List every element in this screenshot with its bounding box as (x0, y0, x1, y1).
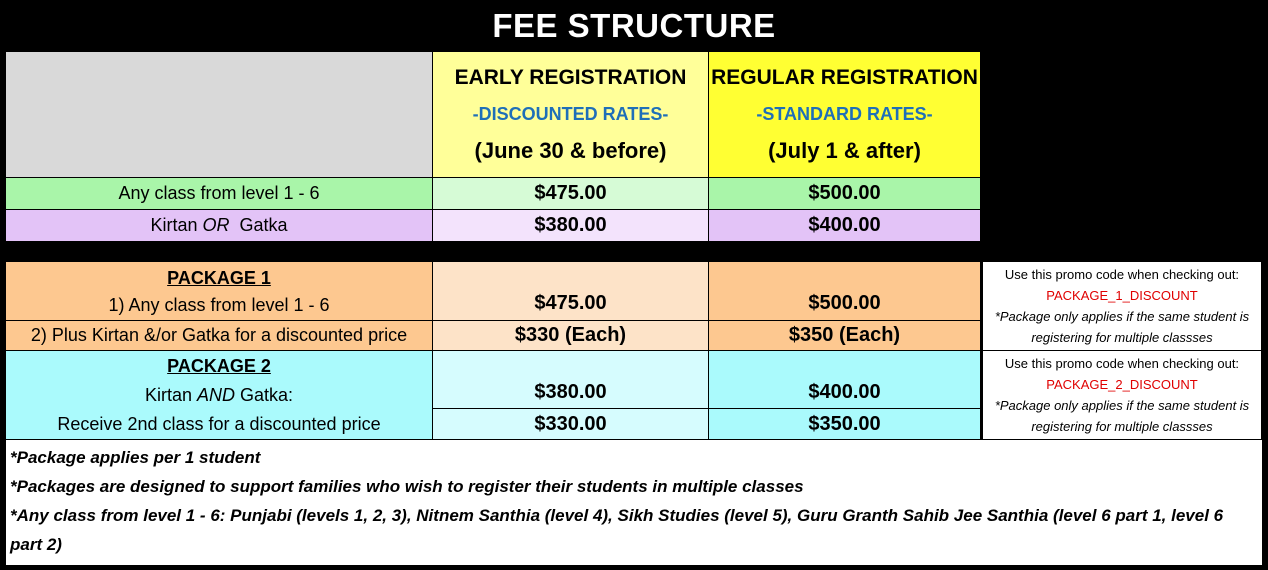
note-families: *Packages are designed to support families who wish to register their students in multiple classes (10, 477, 804, 496)
package-1-promo-intro: Use this promo code when checking out: (1004, 267, 1240, 282)
early-header-subtitle: -DISCOUNTED RATES- (472, 103, 669, 124)
kirtan-or-gatka-regular-price: $400.00 (709, 210, 981, 242)
package-1-promo-code: PACKAGE_1_DISCOUNT (1046, 288, 1198, 303)
regular-header-subtitle: -STANDARD RATES- (756, 103, 933, 124)
package-1-promo-note-1: *Package only applies if the same student is (994, 309, 1250, 324)
package-2-heading: PACKAGE 2 (167, 355, 271, 376)
package-2-description (6, 351, 433, 440)
package-1-promo-box (983, 262, 1262, 351)
package-2-promo-box (983, 351, 1262, 440)
package-1-promo-note-2: registering for multiple classses (1031, 330, 1213, 345)
regular-header-title: REGULAR REGISTRATION (711, 65, 978, 89)
package-1-line-2: 2) Plus Kirtan &/or Gatka for a discounted price (6, 321, 433, 351)
regular-header-dates: (July 1 & after) (768, 137, 921, 163)
package-1-early-price: $475.00 (433, 262, 709, 321)
package-1-addon-regular-price: $350 (Each) (709, 321, 981, 351)
package-2-promo-intro: Use this promo code when checking out: (1004, 356, 1240, 371)
kirtan-text: Kirtan (150, 215, 203, 235)
package-1-description (6, 262, 433, 321)
early-header-title: EARLY REGISTRATION (454, 65, 687, 89)
package-2-kirtan-text: Kirtan (144, 384, 197, 405)
package-1-regular-price: $500.00 (709, 262, 981, 321)
note-class-levels: *Any class from level 1 - 6: Punjabi (levels 1, 2, 3), Nitnem Santhia (level 4), Sikh Studies (level 5), Guru Granth Sahib Jee Santhia (level 6 part 1, level 6 part 2) (10, 506, 1224, 554)
package-1-addon-early-price: $330 (Each) (433, 321, 709, 351)
package-2-early-price-2: $330.00 (433, 409, 709, 440)
kirtan-or-gatka-early-price: $380.00 (433, 210, 709, 242)
kirtan-or-gatka-label (6, 210, 433, 242)
package-1-heading: PACKAGE 1 (167, 268, 271, 288)
package-2-early-price-1: $380.00 (433, 351, 709, 409)
package-2-gatka-text: Gatka: (235, 384, 294, 405)
package-2-promo-note-2: registering for multiple classses (1031, 419, 1213, 434)
early-registration-header (433, 52, 709, 178)
any-class-label: Any class from level 1 - 6 (6, 178, 433, 210)
any-class-regular-price: $500.00 (709, 178, 981, 210)
header-blank-cell (6, 52, 433, 178)
package-2-line-2: Receive 2nd class for a discounted price (57, 413, 381, 434)
package-2-line-1 (145, 381, 293, 410)
package-2-promo-code: PACKAGE_2_DISCOUNT (1046, 377, 1198, 392)
regular-registration-header (709, 52, 981, 178)
and-emphasis: AND (196, 384, 235, 405)
or-emphasis: OR (202, 215, 230, 235)
page-title: FEE STRUCTURE (492, 7, 776, 44)
early-header-dates: (June 30 & before) (474, 137, 667, 163)
any-class-early-price: $475.00 (433, 178, 709, 210)
package-1-line-1: 1) Any class from level 1 - 6 (108, 295, 330, 315)
gatka-text: Gatka (229, 215, 288, 235)
note-per-student: *Package applies per 1 student (10, 448, 261, 467)
package-2-regular-price-1: $400.00 (709, 351, 981, 409)
package-2-regular-price-2: $350.00 (709, 409, 981, 440)
package-2-promo-note-1: *Package only applies if the same student is (994, 398, 1250, 413)
notes-box (6, 440, 1262, 565)
